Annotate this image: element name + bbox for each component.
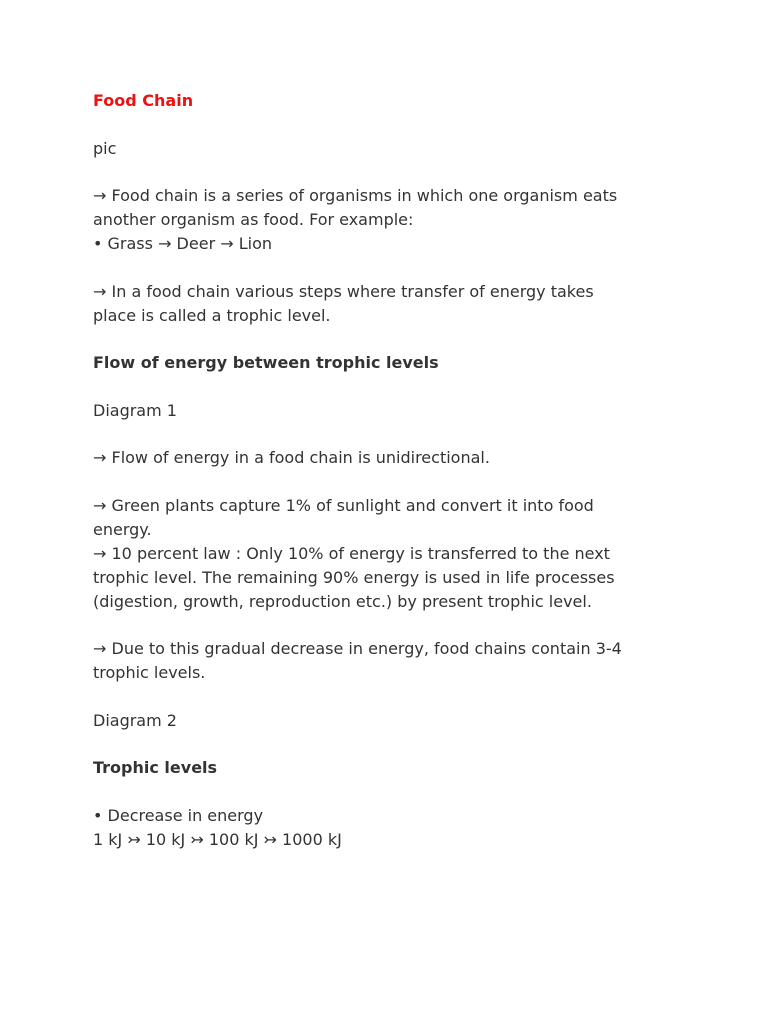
paragraph-line: → In a food chain various steps where transfer of energy takes (93, 281, 594, 301)
paragraph-line: → 10 percent law : Only 10% of energy is transferred to the next (93, 543, 610, 563)
spacer (93, 780, 693, 804)
paragraph-line: place is called a trophic level. (93, 305, 331, 325)
paragraph-line: → Food chain is a series of organisms in which one organism eats (93, 186, 618, 205)
paragraph-line: (digestion, growth, reproduction etc.) by present trophic level. (93, 591, 592, 611)
spacer (93, 256, 693, 280)
paragraph-line: trophic levels. (93, 663, 206, 682)
diagram-placeholder-1: Diagram 1 (93, 400, 177, 420)
paragraph-line: • Grass → Deer → Lion (93, 234, 273, 253)
spacer (93, 375, 693, 399)
paragraph-line: another organism as food. For example: (93, 210, 414, 229)
diagram-placeholder-2: Diagram 2 (93, 710, 177, 730)
spacer (93, 685, 693, 709)
spacer (93, 328, 693, 352)
pic-placeholder: pic (93, 138, 117, 158)
paragraph-line: → Green plants capture 1% of sunlight and convert it into food (93, 495, 594, 515)
paragraph-line: → Flow of energy in a food chain is unidirectional. (93, 448, 490, 467)
section-heading-trophic: Trophic levels (93, 758, 218, 777)
spacer (93, 470, 693, 494)
spacer (93, 733, 693, 757)
spacer (93, 113, 693, 137)
section-heading-flow: Flow of energy between trophic levels (93, 353, 439, 372)
document-title: Food Chain (93, 91, 194, 110)
spacer (93, 423, 693, 447)
document-page (93, 89, 693, 852)
paragraph-line: • Decrease in energy (93, 805, 264, 825)
paragraph-line: → Due to this gradual decrease in energy, food chains contain 3-4 (93, 639, 622, 658)
spacer (93, 614, 693, 638)
paragraph-line: 1 kJ ↣ 10 kJ ↣ 100 kJ ↣ 1000 kJ (93, 829, 342, 849)
spacer (93, 161, 693, 185)
paragraph-line: trophic level. The remaining 90% energy is used in life processes (93, 567, 615, 587)
paragraph-line: energy. (93, 519, 152, 539)
